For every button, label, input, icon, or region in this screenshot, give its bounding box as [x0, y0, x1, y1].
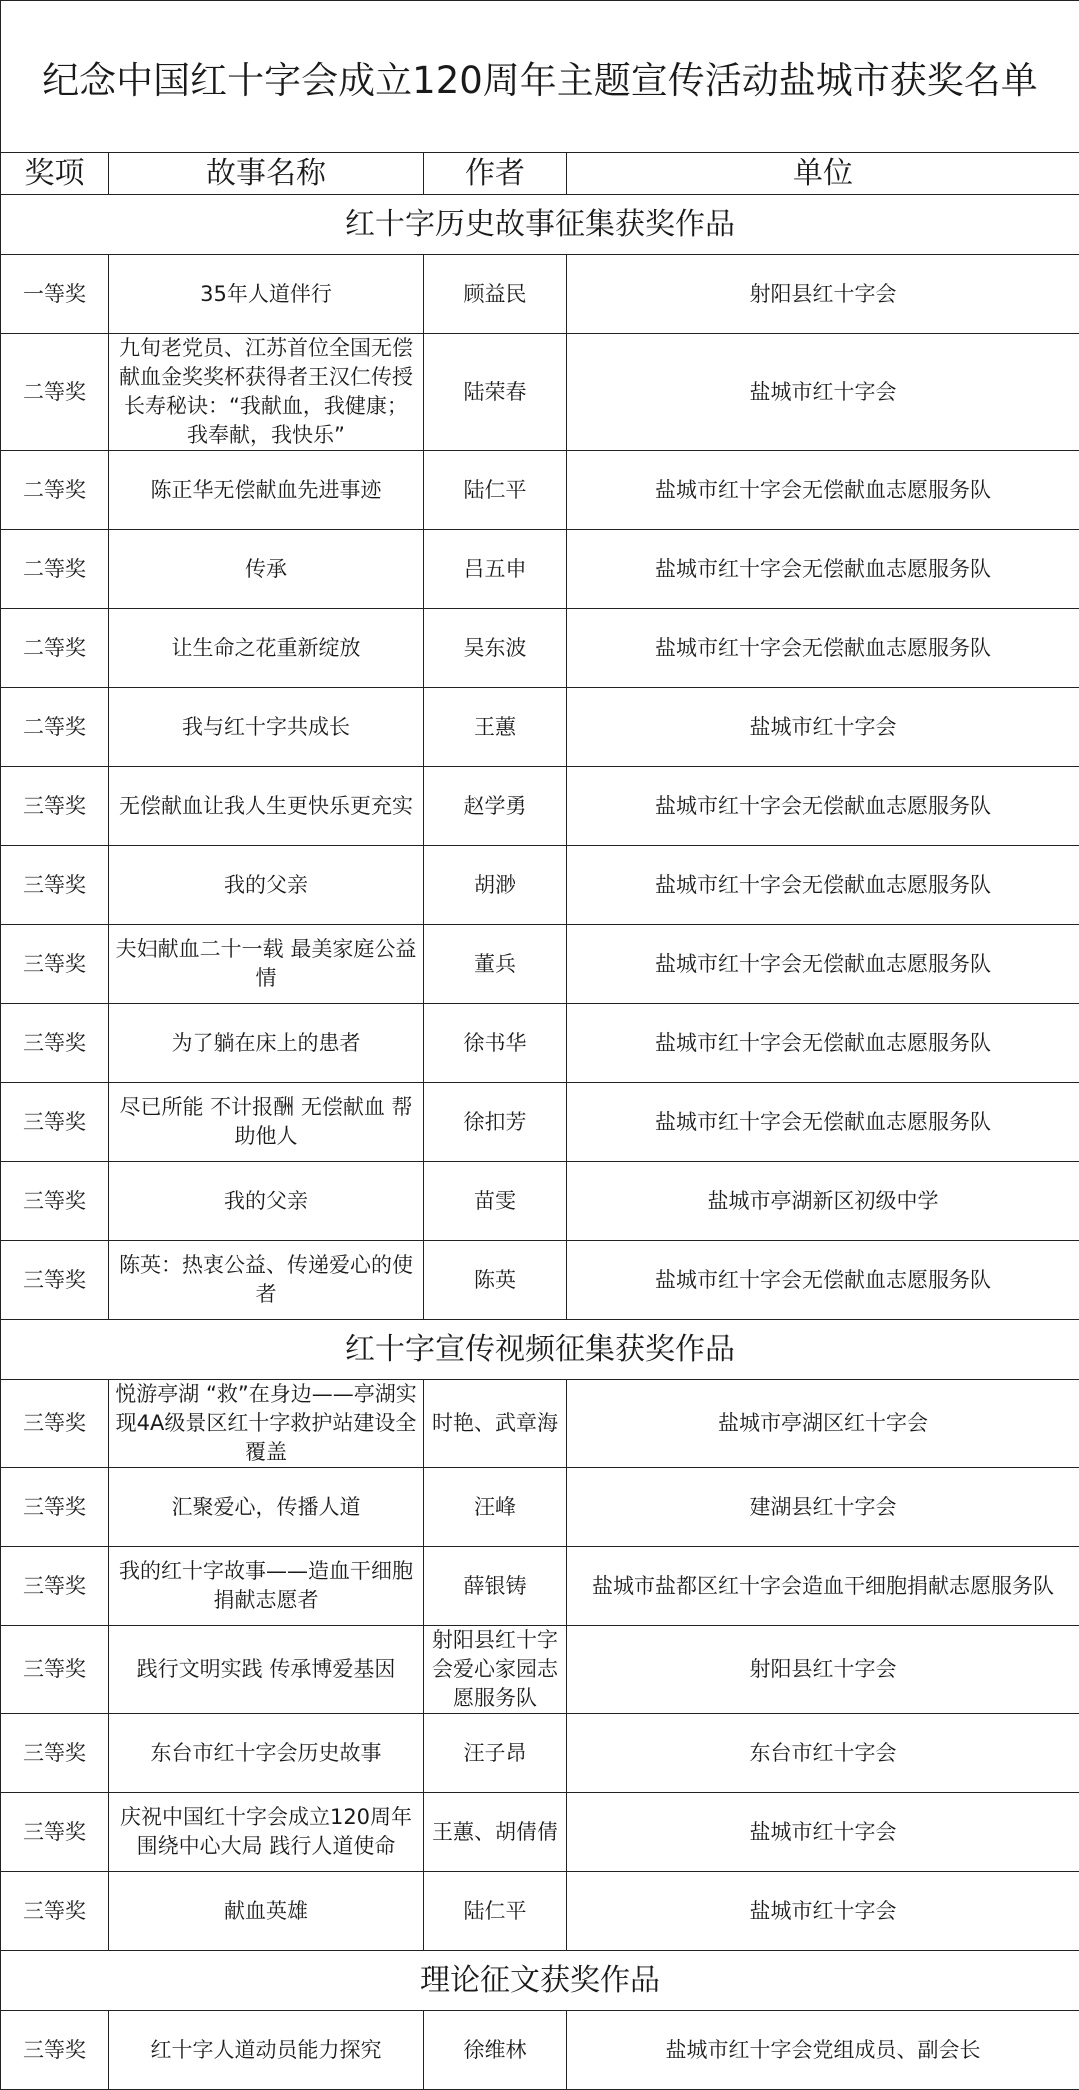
- cell-award: 二等奖: [1, 334, 109, 451]
- cell-unit: 盐城市亭湖区红十字会: [567, 1380, 1079, 1468]
- cell-story: 红十字人道动员能力探究: [109, 2011, 424, 2090]
- cell-unit: 盐城市红十字会无偿献血志愿服务队: [567, 846, 1079, 925]
- cell-author: 陈英: [424, 1241, 567, 1320]
- cell-story: 献血英雄: [109, 1872, 424, 1951]
- cell-story: 九旬老党员、江苏首位全国无偿献血金奖奖杯获得者王汉仁传授长寿秘诀：“我献血，我健康；我奉献，我快乐”: [109, 334, 424, 451]
- cell-award: 三等奖: [1, 1468, 109, 1547]
- cell-unit: 建湖县红十字会: [567, 1468, 1079, 1547]
- section-row: [1, 1320, 1079, 1380]
- table-row: [1, 846, 1079, 925]
- cell-unit: 盐城市红十字会无偿献血志愿服务队: [567, 609, 1079, 688]
- section-title: 理论征文获奖作品: [1, 1951, 1079, 2011]
- cell-award: 三等奖: [1, 767, 109, 846]
- cell-author: 顾益民: [424, 255, 567, 334]
- cell-award: 三等奖: [1, 1241, 109, 1320]
- cell-story: 我的红十字故事——造血干细胞捐献志愿者: [109, 1547, 424, 1626]
- cell-unit: 盐城市亭湖新区初级中学: [567, 1162, 1079, 1241]
- table-row: [1, 1468, 1079, 1547]
- cell-story: 我与红十字共成长: [109, 688, 424, 767]
- cell-unit: 盐城市红十字会: [567, 1872, 1079, 1951]
- cell-author: 徐书华: [424, 1004, 567, 1083]
- table-row: [1, 1872, 1079, 1951]
- header-unit: 单位: [567, 153, 1079, 195]
- cell-author: 王蕙: [424, 688, 567, 767]
- cell-story: 陈英：热衷公益、传递爱心的使者: [109, 1241, 424, 1320]
- cell-author: 王蕙、胡倩倩: [424, 1793, 567, 1872]
- header-award: 奖项: [1, 153, 109, 195]
- table-row: [1, 1714, 1079, 1793]
- table-row: [1, 255, 1079, 334]
- header-row: [1, 153, 1079, 195]
- table-row: [1, 1083, 1079, 1162]
- section-title: 红十字历史故事征集获奖作品: [1, 195, 1079, 255]
- cell-award: 三等奖: [1, 925, 109, 1004]
- cell-unit: 射阳县红十字会: [567, 255, 1079, 334]
- cell-unit: 盐城市红十字会: [567, 334, 1079, 451]
- cell-award: 三等奖: [1, 1380, 109, 1468]
- table-row: [1, 767, 1079, 846]
- table-row: [1, 1162, 1079, 1241]
- table-row: [1, 334, 1079, 451]
- cell-story: 35年人道伴行: [109, 255, 424, 334]
- cell-author: 时艳、武章海: [424, 1380, 567, 1468]
- header-story: 故事名称: [109, 153, 424, 195]
- table-row: [1, 688, 1079, 767]
- cell-story: 悦游亭湖 “救”在身边——亭湖实现4A级景区红十字救护站建设全覆盖: [109, 1380, 424, 1468]
- section-title: 红十字宣传视频征集获奖作品: [1, 1320, 1079, 1380]
- cell-award: 三等奖: [1, 1793, 109, 1872]
- table-row: [1, 1004, 1079, 1083]
- cell-award: 三等奖: [1, 1626, 109, 1714]
- cell-author: 射阳县红十字会爱心家园志愿服务队: [424, 1626, 567, 1714]
- cell-author: 吴东波: [424, 609, 567, 688]
- table-row: [1, 1241, 1079, 1320]
- table-row: [1, 1380, 1079, 1468]
- cell-award: 三等奖: [1, 1004, 109, 1083]
- cell-unit: 盐城市红十字会无偿献血志愿服务队: [567, 925, 1079, 1004]
- cell-unit: 东台市红十字会: [567, 1714, 1079, 1793]
- table-row: [1, 2011, 1079, 2090]
- cell-author: 胡渺: [424, 846, 567, 925]
- cell-story: 汇聚爱心，传播人道: [109, 1468, 424, 1547]
- cell-author: 徐维林: [424, 2011, 567, 2090]
- cell-story: 我的父亲: [109, 846, 424, 925]
- cell-story: 无偿献血让我人生更快乐更充实: [109, 767, 424, 846]
- cell-author: 薛银铸: [424, 1547, 567, 1626]
- section-row: [1, 195, 1079, 255]
- cell-story: 践行文明实践 传承博爱基因: [109, 1626, 424, 1714]
- cell-unit: 盐城市红十字会无偿献血志愿服务队: [567, 767, 1079, 846]
- table-row: [1, 1547, 1079, 1626]
- cell-story: 东台市红十字会历史故事: [109, 1714, 424, 1793]
- cell-story: 夫妇献血二十一载 最美家庭公益情: [109, 925, 424, 1004]
- cell-author: 徐扣芳: [424, 1083, 567, 1162]
- cell-unit: 盐城市红十字会无偿献血志愿服务队: [567, 1004, 1079, 1083]
- cell-award: 三等奖: [1, 1083, 109, 1162]
- cell-unit: 盐城市红十字会无偿献血志愿服务队: [567, 1241, 1079, 1320]
- cell-award: 一等奖: [1, 255, 109, 334]
- cell-story: 让生命之花重新绽放: [109, 609, 424, 688]
- cell-award: 三等奖: [1, 1872, 109, 1951]
- cell-award: 二等奖: [1, 451, 109, 530]
- table-row: [1, 530, 1079, 609]
- cell-award: 二等奖: [1, 688, 109, 767]
- cell-unit: 盐城市红十字会: [567, 1793, 1079, 1872]
- cell-story: 为了躺在床上的患者: [109, 1004, 424, 1083]
- cell-award: 三等奖: [1, 846, 109, 925]
- table-row: [1, 1626, 1079, 1714]
- cell-story: 传承: [109, 530, 424, 609]
- cell-author: 陆仁平: [424, 1872, 567, 1951]
- cell-unit: 盐城市红十字会无偿献血志愿服务队: [567, 451, 1079, 530]
- cell-unit: 盐城市红十字会党组成员、副会长: [567, 2011, 1079, 2090]
- cell-story: 陈正华无偿献血先进事迹: [109, 451, 424, 530]
- table-row: [1, 609, 1079, 688]
- cell-story: 庆祝中国红十字会成立120周年 围绕中心大局 践行人道使命: [109, 1793, 424, 1872]
- cell-unit: 盐城市红十字会无偿献血志愿服务队: [567, 1083, 1079, 1162]
- cell-award: 三等奖: [1, 1714, 109, 1793]
- table-row: [1, 1793, 1079, 1872]
- cell-author: 汪峰: [424, 1468, 567, 1547]
- section-row: [1, 1951, 1079, 2011]
- cell-story: 尽已所能 不计报酬 无偿献血 帮助他人: [109, 1083, 424, 1162]
- cell-author: 吕五申: [424, 530, 567, 609]
- cell-unit: 盐城市盐都区红十字会造血干细胞捐献志愿服务队: [567, 1547, 1079, 1626]
- cell-author: 陆仁平: [424, 451, 567, 530]
- cell-author: 汪子昂: [424, 1714, 567, 1793]
- header-author: 作者: [424, 153, 567, 195]
- cell-unit: 盐城市红十字会: [567, 688, 1079, 767]
- cell-story: 我的父亲: [109, 1162, 424, 1241]
- cell-author: 董兵: [424, 925, 567, 1004]
- page-title: 纪念中国红十字会成立120周年主题宣传活动盐城市获奖名单: [1, 1, 1079, 153]
- cell-award: 三等奖: [1, 1547, 109, 1626]
- cell-author: 陆荣春: [424, 334, 567, 451]
- cell-author: 赵学勇: [424, 767, 567, 846]
- cell-award: 二等奖: [1, 609, 109, 688]
- cell-award: 三等奖: [1, 2011, 109, 2090]
- cell-author: 苗雯: [424, 1162, 567, 1241]
- table-row: [1, 925, 1079, 1004]
- cell-award: 二等奖: [1, 530, 109, 609]
- table-row: [1, 451, 1079, 530]
- cell-award: 三等奖: [1, 1162, 109, 1241]
- cell-unit: 盐城市红十字会无偿献血志愿服务队: [567, 530, 1079, 609]
- cell-unit: 射阳县红十字会: [567, 1626, 1079, 1714]
